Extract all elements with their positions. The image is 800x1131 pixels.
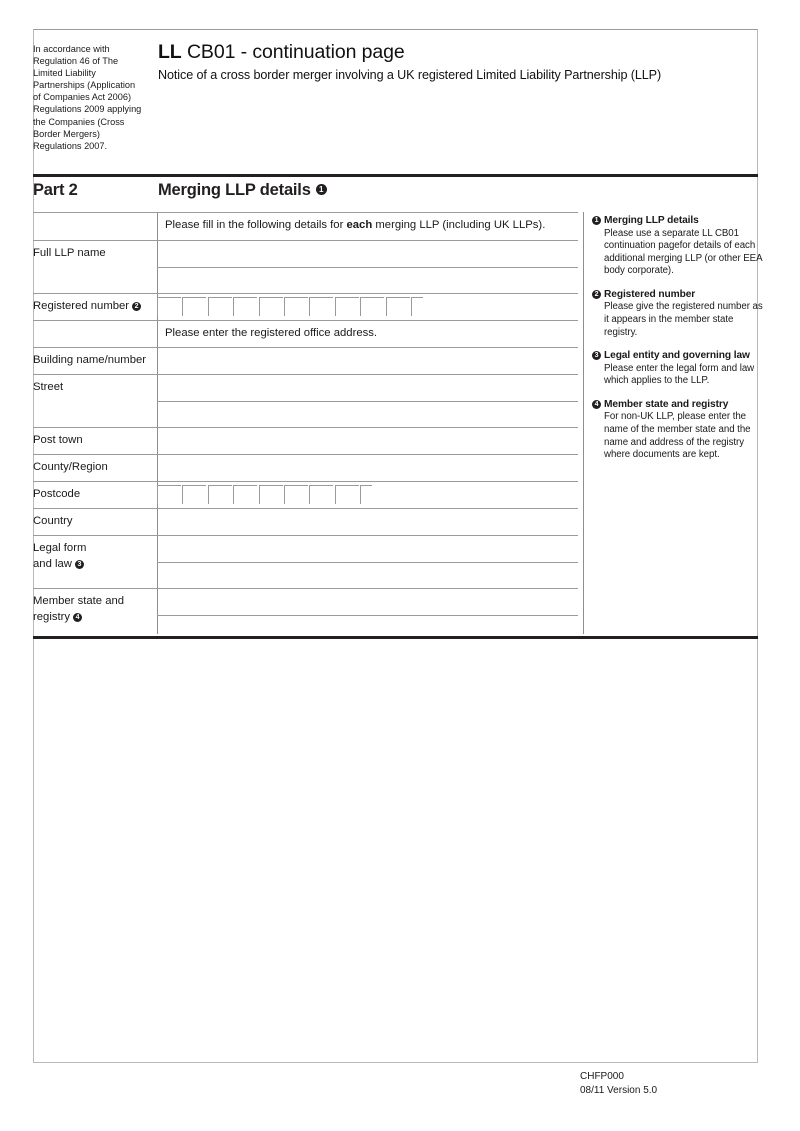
registered-number-label [33, 299, 153, 315]
address-instruction-row [33, 320, 578, 348]
side-note-marker-3-icon: 3 [592, 351, 601, 360]
side-note-3-title-text: Legal entity and governing law [604, 350, 750, 362]
registered-number-box-6[interactable] [284, 297, 308, 316]
page-subtitle: Notice of a cross border merger involving a UK registered Limited Liability Partnership (LLP) [158, 68, 662, 82]
county-region-label: County/Region [33, 461, 108, 473]
postcode-box-6[interactable] [284, 485, 308, 504]
street-label: Street [33, 381, 64, 393]
member-state-label-line2-text: registry [33, 610, 71, 623]
address-instruction-field [157, 321, 578, 348]
postcode-box-8[interactable] [335, 485, 359, 504]
comb-field-tail-rule [411, 297, 423, 298]
side-note-3 [592, 349, 764, 388]
side-note-4-title-text: Member state and registry [604, 398, 729, 410]
registered-number-box-3[interactable] [208, 297, 232, 316]
form-instruction-row [33, 212, 578, 240]
note-marker-4-icon: 4 [73, 613, 82, 622]
street-row [33, 374, 578, 401]
side-notes-divider [583, 212, 584, 634]
registered-number-box-4[interactable] [233, 297, 257, 316]
note-marker-3-icon: 3 [75, 560, 84, 569]
full-llp-name-input[interactable] [157, 241, 578, 267]
registered-number-box-1[interactable] [157, 297, 181, 316]
postcode-box-end-rule [360, 485, 361, 504]
side-note-1-title-text: Merging LLP details [604, 215, 699, 226]
regulation-note: In accordance with Regulation 46 of The Limited Liability Partnerships (Application of Companies Act 2006) Regulations 2009 applying the Companies (Cross Border Mergers) Regulations 2007. [33, 44, 142, 151]
side-note-2-title [592, 288, 764, 302]
side-note-3-body: Please enter the legal form and law which applies to the LLP. [604, 362, 755, 387]
registered-number-box-9[interactable] [360, 297, 384, 316]
registered-number-box-end-rule [411, 297, 412, 316]
postcode-box-2[interactable] [182, 485, 206, 504]
member-state-row [33, 588, 578, 623]
post-town-label: Post town [33, 434, 83, 446]
building-row [33, 347, 578, 374]
registered-number-label-text: Registered number [33, 299, 130, 312]
postcode-label: Postcode [33, 488, 81, 500]
country-label: Country [33, 515, 73, 527]
registered-number-box-8[interactable] [335, 297, 359, 316]
full-llp-name-label: Full LLP name [33, 246, 106, 259]
fill-instruction [157, 213, 578, 240]
side-note-2 [592, 288, 764, 339]
postcode-boxes[interactable] [157, 482, 578, 508]
side-note-1-body: Please use a separate LL CB01 continuation pagefor details of each additional merging LLP (or other EEA body corporate). [604, 227, 762, 277]
side-note-2-body: Please give the registered number as it appears in the member state registry. [604, 301, 763, 338]
county-region-row [33, 454, 578, 481]
full-llp-name-input-2[interactable] [157, 267, 578, 293]
post-town-input[interactable] [157, 428, 578, 454]
note-marker-1-icon: 1 [316, 184, 327, 195]
member-state-label-line1: Member state and [33, 595, 125, 607]
page-header [33, 40, 758, 170]
instruction-field [157, 213, 578, 240]
legal-form-label-line1: Legal form [33, 542, 87, 554]
member-state-input[interactable] [157, 589, 578, 615]
building-input[interactable] [157, 348, 578, 374]
registered-number-row [33, 293, 578, 320]
legal-form-label-line2-text: and law [33, 557, 72, 570]
side-note-4-title [592, 398, 764, 412]
county-region-input[interactable] [157, 455, 578, 481]
side-note-marker-1-icon: 1 [592, 216, 601, 225]
street-row-2 [33, 401, 578, 427]
side-note-marker-2-icon: 2 [592, 290, 601, 299]
legal-form-row-2 [33, 562, 578, 588]
note-marker-2-icon: 2 [132, 302, 141, 311]
part-bottom-rule [33, 636, 758, 639]
page-title [158, 40, 758, 64]
form-code: LL [158, 41, 182, 63]
legal-form-input[interactable] [157, 536, 578, 562]
postcode-box-7[interactable] [309, 485, 333, 504]
page-footer [580, 1070, 657, 1097]
registered-number-box-10[interactable] [386, 297, 410, 316]
side-note-1 [592, 214, 764, 278]
registered-number-box-7[interactable] [309, 297, 333, 316]
postcode-box-3[interactable] [208, 485, 232, 504]
postcode-box-5[interactable] [259, 485, 283, 504]
full-llp-name-row-2 [33, 267, 578, 293]
side-note-marker-4-icon: 4 [592, 400, 601, 409]
part-header [33, 181, 758, 209]
postcode-input[interactable] [157, 482, 578, 508]
comb-field-tail-rule [360, 485, 372, 486]
side-note-3-title [592, 349, 764, 363]
side-note-4-body: For non-UK LLP, please enter the name of the member state and the name and address of the registry where documents are kept. [604, 411, 751, 461]
legal-form-row [33, 535, 578, 570]
side-note-4 [592, 398, 764, 462]
part-top-rule [33, 174, 758, 177]
instruction-emphasis: each [346, 219, 373, 231]
postcode-box-4[interactable] [233, 485, 257, 504]
footer-version: 08/11 Version 5.0 [580, 1084, 658, 1096]
part-title [158, 181, 327, 200]
street-input-2[interactable] [157, 401, 578, 427]
title-block [158, 40, 758, 84]
side-note-1-title [592, 214, 764, 228]
full-llp-name-row [33, 240, 578, 267]
address-instruction: Please enter the registered office address. [165, 326, 378, 339]
form-title-rest: CB01 - continuation page [181, 41, 405, 63]
postcode-row [33, 481, 578, 508]
instruction-pre: Please fill in the following details for [165, 219, 347, 231]
part-number: Part 2 [33, 181, 78, 199]
merging-llp-form [33, 212, 578, 641]
instruction-post: merging LLP (including UK LLPs). [372, 219, 546, 231]
registered-number-boxes[interactable] [157, 294, 578, 320]
country-row [33, 508, 578, 535]
part-title-text: Merging LLP details [158, 181, 311, 199]
registered-number-input[interactable] [157, 294, 578, 320]
side-note-2-title-text: Registered number [604, 288, 696, 300]
registered-number-box-2[interactable] [182, 297, 206, 316]
registered-number-box-5[interactable] [259, 297, 283, 316]
post-town-row [33, 427, 578, 454]
street-input[interactable] [157, 375, 578, 401]
footer-code: CHFP000 [580, 1071, 624, 1082]
country-input[interactable] [157, 509, 578, 535]
side-notes-panel [592, 214, 764, 472]
postcode-box-1[interactable] [157, 485, 181, 504]
legal-form-input-2[interactable] [157, 562, 578, 588]
building-label: Building name/number [33, 354, 147, 366]
